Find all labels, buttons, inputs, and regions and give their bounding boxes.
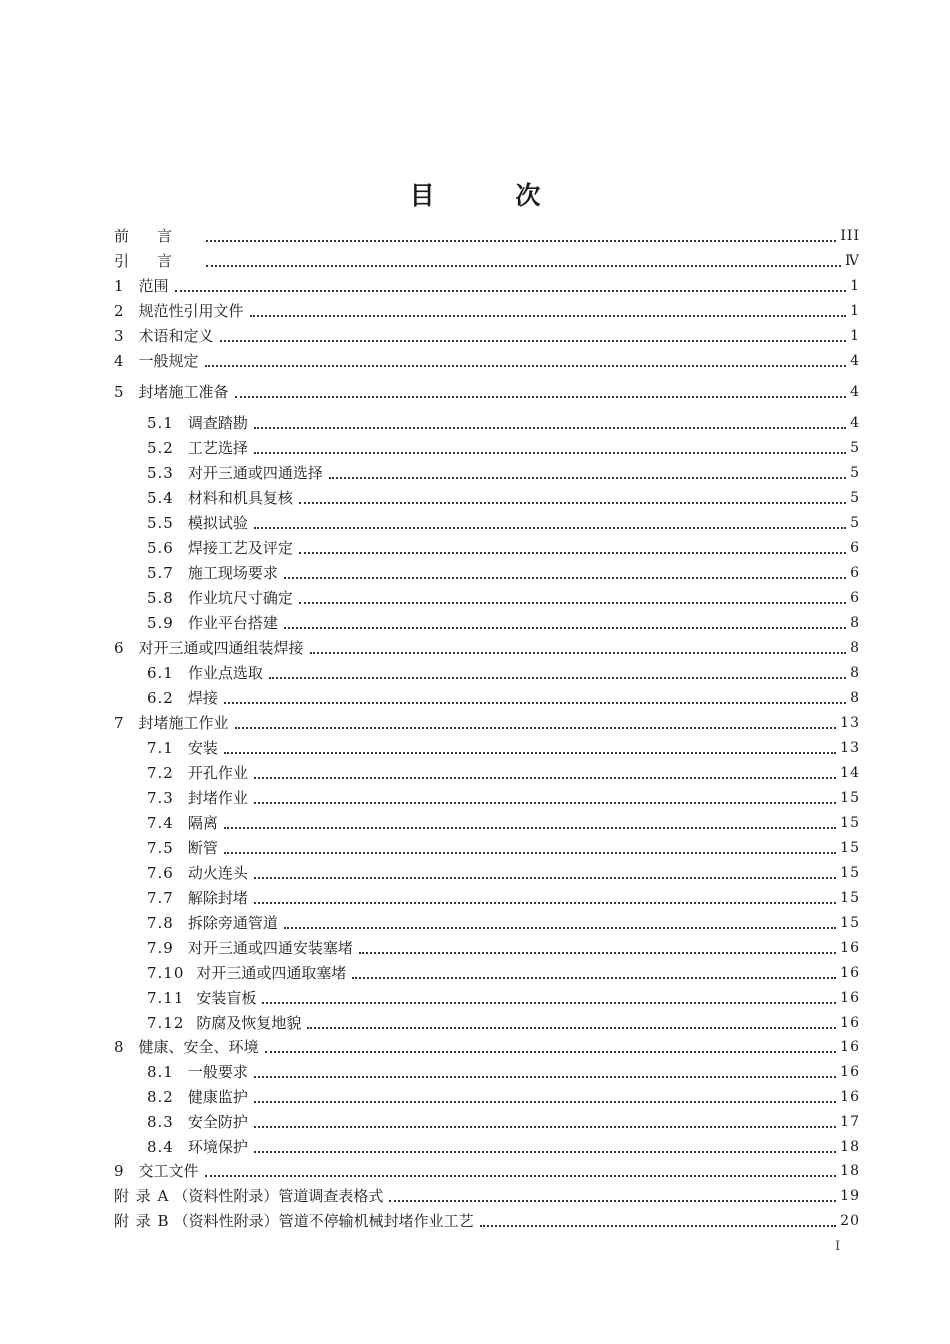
toc-leader <box>284 615 846 629</box>
toc-entry[interactable] <box>147 1110 860 1132</box>
toc-entry-page: 16 <box>840 940 860 956</box>
toc-entry-title: 开孔作业 <box>187 764 248 782</box>
toc-entry-number: 5 <box>114 383 125 401</box>
toc-entry-page: 4 <box>850 353 860 369</box>
toc-entry-number: 7.4 <box>147 814 174 832</box>
toc-leader <box>224 840 836 854</box>
toc-entry[interactable] <box>147 1135 860 1157</box>
toc-leader <box>254 765 836 779</box>
toc-entry-page: 16 <box>840 1015 860 1031</box>
toc-entry-page: 13 <box>840 740 860 756</box>
toc-leader <box>480 1213 837 1227</box>
toc-entry-title: 一般要求 <box>187 1063 248 1081</box>
toc-entry[interactable] <box>147 411 860 433</box>
toc-entry-title: 断管 <box>187 839 218 857</box>
toc-entry-title: 施工现场要求 <box>187 564 278 582</box>
toc-leader <box>235 715 837 729</box>
toc-entry-number: 5.4 <box>147 489 174 507</box>
toc-leader <box>254 1089 836 1103</box>
toc-entry-page: 16 <box>840 1089 860 1105</box>
toc-entry-title: 对开三通或四通安装塞堵 <box>187 939 353 957</box>
toc-entry[interactable] <box>147 811 860 833</box>
toc-entry[interactable] <box>114 349 860 371</box>
toc-entry-title: 对开三通或四通选择 <box>187 464 323 482</box>
toc-entry-page: 16 <box>840 990 860 1006</box>
toc-leader <box>175 278 847 292</box>
toc-entry[interactable] <box>114 1035 860 1057</box>
toc-entry-number: 8.4 <box>147 1138 174 1156</box>
toc-entry[interactable] <box>114 299 860 321</box>
toc-entry-page: 18 <box>840 1139 860 1155</box>
toc-leader <box>254 1139 836 1153</box>
toc-leader <box>224 690 846 704</box>
toc-entry-title: 健康监护 <box>187 1088 248 1106</box>
toc-entry-number: 附 录 A <box>114 1187 170 1205</box>
toc-entry-page: 13 <box>840 715 860 731</box>
toc-entry-title: 规范性引用文件 <box>138 302 244 320</box>
toc-entry-number: 附 录 B <box>114 1212 170 1230</box>
toc-entry-title: 安全防护 <box>187 1113 248 1131</box>
toc-entry-number: 5.3 <box>147 464 174 482</box>
toc-entry[interactable] <box>147 1085 860 1107</box>
toc-leader <box>284 565 846 579</box>
toc-entry-number: 8 <box>114 1038 125 1056</box>
toc-entry[interactable] <box>147 836 860 858</box>
toc-entry[interactable] <box>114 324 860 346</box>
toc-entry-number: 7.2 <box>147 764 174 782</box>
toc-entry[interactable] <box>147 911 860 933</box>
toc-entry-number: 7.7 <box>147 889 174 907</box>
toc-entry-number: 5.8 <box>147 589 174 607</box>
toc-entry-title: 封堵作业 <box>187 789 248 807</box>
toc-entry[interactable] <box>114 1159 860 1181</box>
toc-leader <box>329 465 846 479</box>
toc-entry-page: 5 <box>850 490 860 506</box>
toc-entry-title: 材料和机具复核 <box>187 489 293 507</box>
toc-leader <box>205 353 847 367</box>
toc-entry[interactable] <box>147 461 860 483</box>
toc-entry-number: 7.6 <box>147 864 174 882</box>
toc-entry[interactable] <box>147 561 860 583</box>
toc-leader <box>254 1114 836 1128</box>
toc-entry[interactable] <box>147 511 860 533</box>
toc-entry[interactable] <box>147 611 860 633</box>
toc-entry-number: 7 <box>114 714 125 732</box>
toc-entry-number: 5.1 <box>147 414 174 432</box>
toc-entry-number: 6.2 <box>147 689 174 707</box>
toc-entry[interactable] <box>114 711 860 733</box>
toc-entry-title: 交工文件 <box>138 1162 199 1180</box>
toc-leader <box>206 253 841 267</box>
toc-entry-number: 7.3 <box>147 789 174 807</box>
toc-entry-page: Ⅳ <box>845 253 860 269</box>
toc-leader <box>307 1015 836 1029</box>
toc-entry-page: 5 <box>850 515 860 531</box>
toc-leader <box>389 1188 836 1202</box>
toc-entry[interactable] <box>147 536 860 558</box>
toc-entry-number: 1 <box>114 277 125 295</box>
toc-leader <box>224 815 836 829</box>
toc-entry-title: 解除封堵 <box>187 889 248 907</box>
toc-entry-title: 前言 <box>114 227 201 245</box>
toc-leader <box>250 303 847 317</box>
toc-entry-page: 16 <box>840 965 860 981</box>
toc-entry-page: 15 <box>840 865 860 881</box>
toc-leader <box>254 440 846 454</box>
toc-entry-title: 封堵施工作业 <box>138 714 229 732</box>
toc-entry[interactable] <box>147 586 860 608</box>
toc-entry-title: 动火连头 <box>187 864 248 882</box>
toc-entry-title: 引言 <box>114 252 201 270</box>
toc-entry[interactable] <box>147 736 860 758</box>
toc-entry-title: 对开三通或四通取塞堵 <box>196 964 347 982</box>
toc-entry[interactable] <box>114 1184 860 1206</box>
toc-entry-page: 15 <box>840 915 860 931</box>
toc-entry-page: 15 <box>840 890 860 906</box>
toc-entry-number: 9 <box>114 1162 125 1180</box>
toc-entry-title: 工艺选择 <box>187 439 248 457</box>
toc-entry-number: 7.11 <box>147 989 185 1007</box>
toc-entry[interactable] <box>147 436 860 458</box>
toc-entry-page: 16 <box>840 1064 860 1080</box>
toc-entry-number: 8.1 <box>147 1063 174 1081</box>
toc-entry-number: 7.8 <box>147 914 174 932</box>
toc-entry-page: 19 <box>840 1188 860 1204</box>
toc-entry-title: 封堵施工准备 <box>138 383 229 401</box>
toc-leader <box>262 990 836 1004</box>
toc-entry[interactable] <box>147 1060 860 1082</box>
toc-entry-number: 6.1 <box>147 664 174 682</box>
toc-entry-page: 4 <box>850 384 860 400</box>
toc-entry-number: 2 <box>114 302 125 320</box>
toc-entry-page: 8 <box>850 615 860 631</box>
toc-leader <box>299 590 846 604</box>
toc-entry-page: 6 <box>850 590 860 606</box>
toc-entry-number: 7.12 <box>147 1014 185 1032</box>
toc-leader <box>205 1163 837 1177</box>
toc-entry-page: 8 <box>850 665 860 681</box>
toc-entry-number: 7.9 <box>147 939 174 957</box>
toc-entry-number: 5.6 <box>147 539 174 557</box>
toc-entry[interactable] <box>147 661 860 683</box>
toc-entry-page: 6 <box>850 540 860 556</box>
toc-entry-page: 4 <box>850 415 860 431</box>
toc-entry[interactable] <box>147 686 860 708</box>
toc-leader <box>359 940 836 954</box>
toc-entry-title: 作业坑尺寸确定 <box>187 589 293 607</box>
toc-entry-title: 拆除旁通管道 <box>187 914 278 932</box>
toc-entry-title: 范围 <box>138 277 169 295</box>
toc-entry-page: 15 <box>840 815 860 831</box>
toc-leader <box>310 640 847 654</box>
toc-entry-title: 焊接 <box>187 689 218 707</box>
toc-entry-title: 安装 <box>187 739 218 757</box>
toc-entry-title: 安装盲板 <box>196 989 257 1007</box>
toc-entry[interactable] <box>147 986 860 1008</box>
toc-entry-number: 6 <box>114 639 125 657</box>
toc-entry[interactable] <box>114 249 860 271</box>
toc-entry-title: 作业点选取 <box>187 664 263 682</box>
toc-entry-page: 16 <box>840 1039 860 1055</box>
toc-entry-number: 7.5 <box>147 839 174 857</box>
toc-entry-title: 健康、安全、环境 <box>138 1038 259 1056</box>
toc-leader <box>220 328 847 342</box>
toc-entry-number: 5.7 <box>147 564 174 582</box>
toc-entry-page: 6 <box>850 565 860 581</box>
toc-entry-title: 模拟试验 <box>187 514 248 532</box>
toc-entry-page: 17 <box>840 1114 860 1130</box>
page-number: I <box>835 1239 841 1254</box>
toc-entry-number: 7.10 <box>147 964 185 982</box>
toc-entry[interactable] <box>147 936 860 958</box>
toc-entry[interactable] <box>114 380 860 402</box>
toc-entry[interactable] <box>114 636 860 658</box>
toc-entry[interactable] <box>147 886 860 908</box>
toc-entry[interactable] <box>147 1011 860 1033</box>
toc-leader <box>299 540 846 554</box>
toc-entry-title: （资料性附录）管道不停输机械封堵作业工艺 <box>173 1212 474 1230</box>
toc-entry-page: III <box>840 228 860 244</box>
toc-entry-number: 8.2 <box>147 1088 174 1106</box>
toc-leader <box>269 665 846 679</box>
toc-entry-page: 1 <box>850 328 860 344</box>
toc-entry-title: 术语和定义 <box>138 327 214 345</box>
toc-entry[interactable] <box>147 961 860 983</box>
toc-leader <box>224 740 836 754</box>
toc-leader <box>254 1064 836 1078</box>
toc-leader <box>235 384 847 398</box>
toc-entry-page: 5 <box>850 440 860 456</box>
toc-entry-title: 一般规定 <box>138 352 199 370</box>
toc-entry-number: 5.2 <box>147 439 174 457</box>
toc-leader <box>284 915 836 929</box>
toc-entry[interactable] <box>147 486 860 508</box>
toc-leader <box>352 965 836 979</box>
toc-entry-title: 对开三通或四通组装焊接 <box>138 639 304 657</box>
page-title: 目 次 <box>409 181 577 210</box>
toc-entry[interactable] <box>114 274 860 296</box>
toc-leader <box>254 865 836 879</box>
toc-entry-title: 焊接工艺及评定 <box>187 539 293 557</box>
toc-entry-title: 作业平台搭建 <box>187 614 278 632</box>
toc-entry-page: 18 <box>840 1163 860 1179</box>
toc-entry-page: 1 <box>850 278 860 294</box>
toc-leader <box>254 515 846 529</box>
toc-entry-number: 7.1 <box>147 739 174 757</box>
toc-entry-page: 14 <box>840 765 860 781</box>
toc-entry-number: 8.3 <box>147 1113 174 1131</box>
toc-entry-page: 15 <box>840 790 860 806</box>
toc-leader <box>254 890 836 904</box>
toc-entry-page: 1 <box>850 303 860 319</box>
toc-entry-title: 环境保护 <box>187 1138 248 1156</box>
toc-entry-title: 隔离 <box>187 814 218 832</box>
toc-entry[interactable] <box>147 861 860 883</box>
toc-entry-page: 8 <box>850 640 860 656</box>
toc-entry-title: 调查踏勘 <box>187 414 248 432</box>
toc-leader <box>254 415 846 429</box>
toc-entry-page: 15 <box>840 840 860 856</box>
toc-entry-number: 3 <box>114 327 125 345</box>
toc-entry-title: 防腐及恢复地貌 <box>196 1014 302 1032</box>
toc-entry-page: 8 <box>850 690 860 706</box>
toc-entry-number: 5.9 <box>147 614 174 632</box>
toc-entry-page: 5 <box>850 465 860 481</box>
toc-entry[interactable] <box>114 1209 860 1231</box>
toc-leader <box>254 790 836 804</box>
toc-entry-number: 4 <box>114 352 125 370</box>
toc-entry-title: （资料性附录）管道调查表格式 <box>173 1187 384 1205</box>
toc-entry[interactable] <box>147 786 860 808</box>
toc-leader <box>265 1039 837 1053</box>
toc-leader <box>206 228 836 242</box>
toc-leader <box>299 490 846 504</box>
toc-entry-number: 5.5 <box>147 514 174 532</box>
toc-entry-page: 20 <box>840 1213 860 1229</box>
toc-entry[interactable] <box>114 224 860 246</box>
toc-entry[interactable] <box>147 761 860 783</box>
